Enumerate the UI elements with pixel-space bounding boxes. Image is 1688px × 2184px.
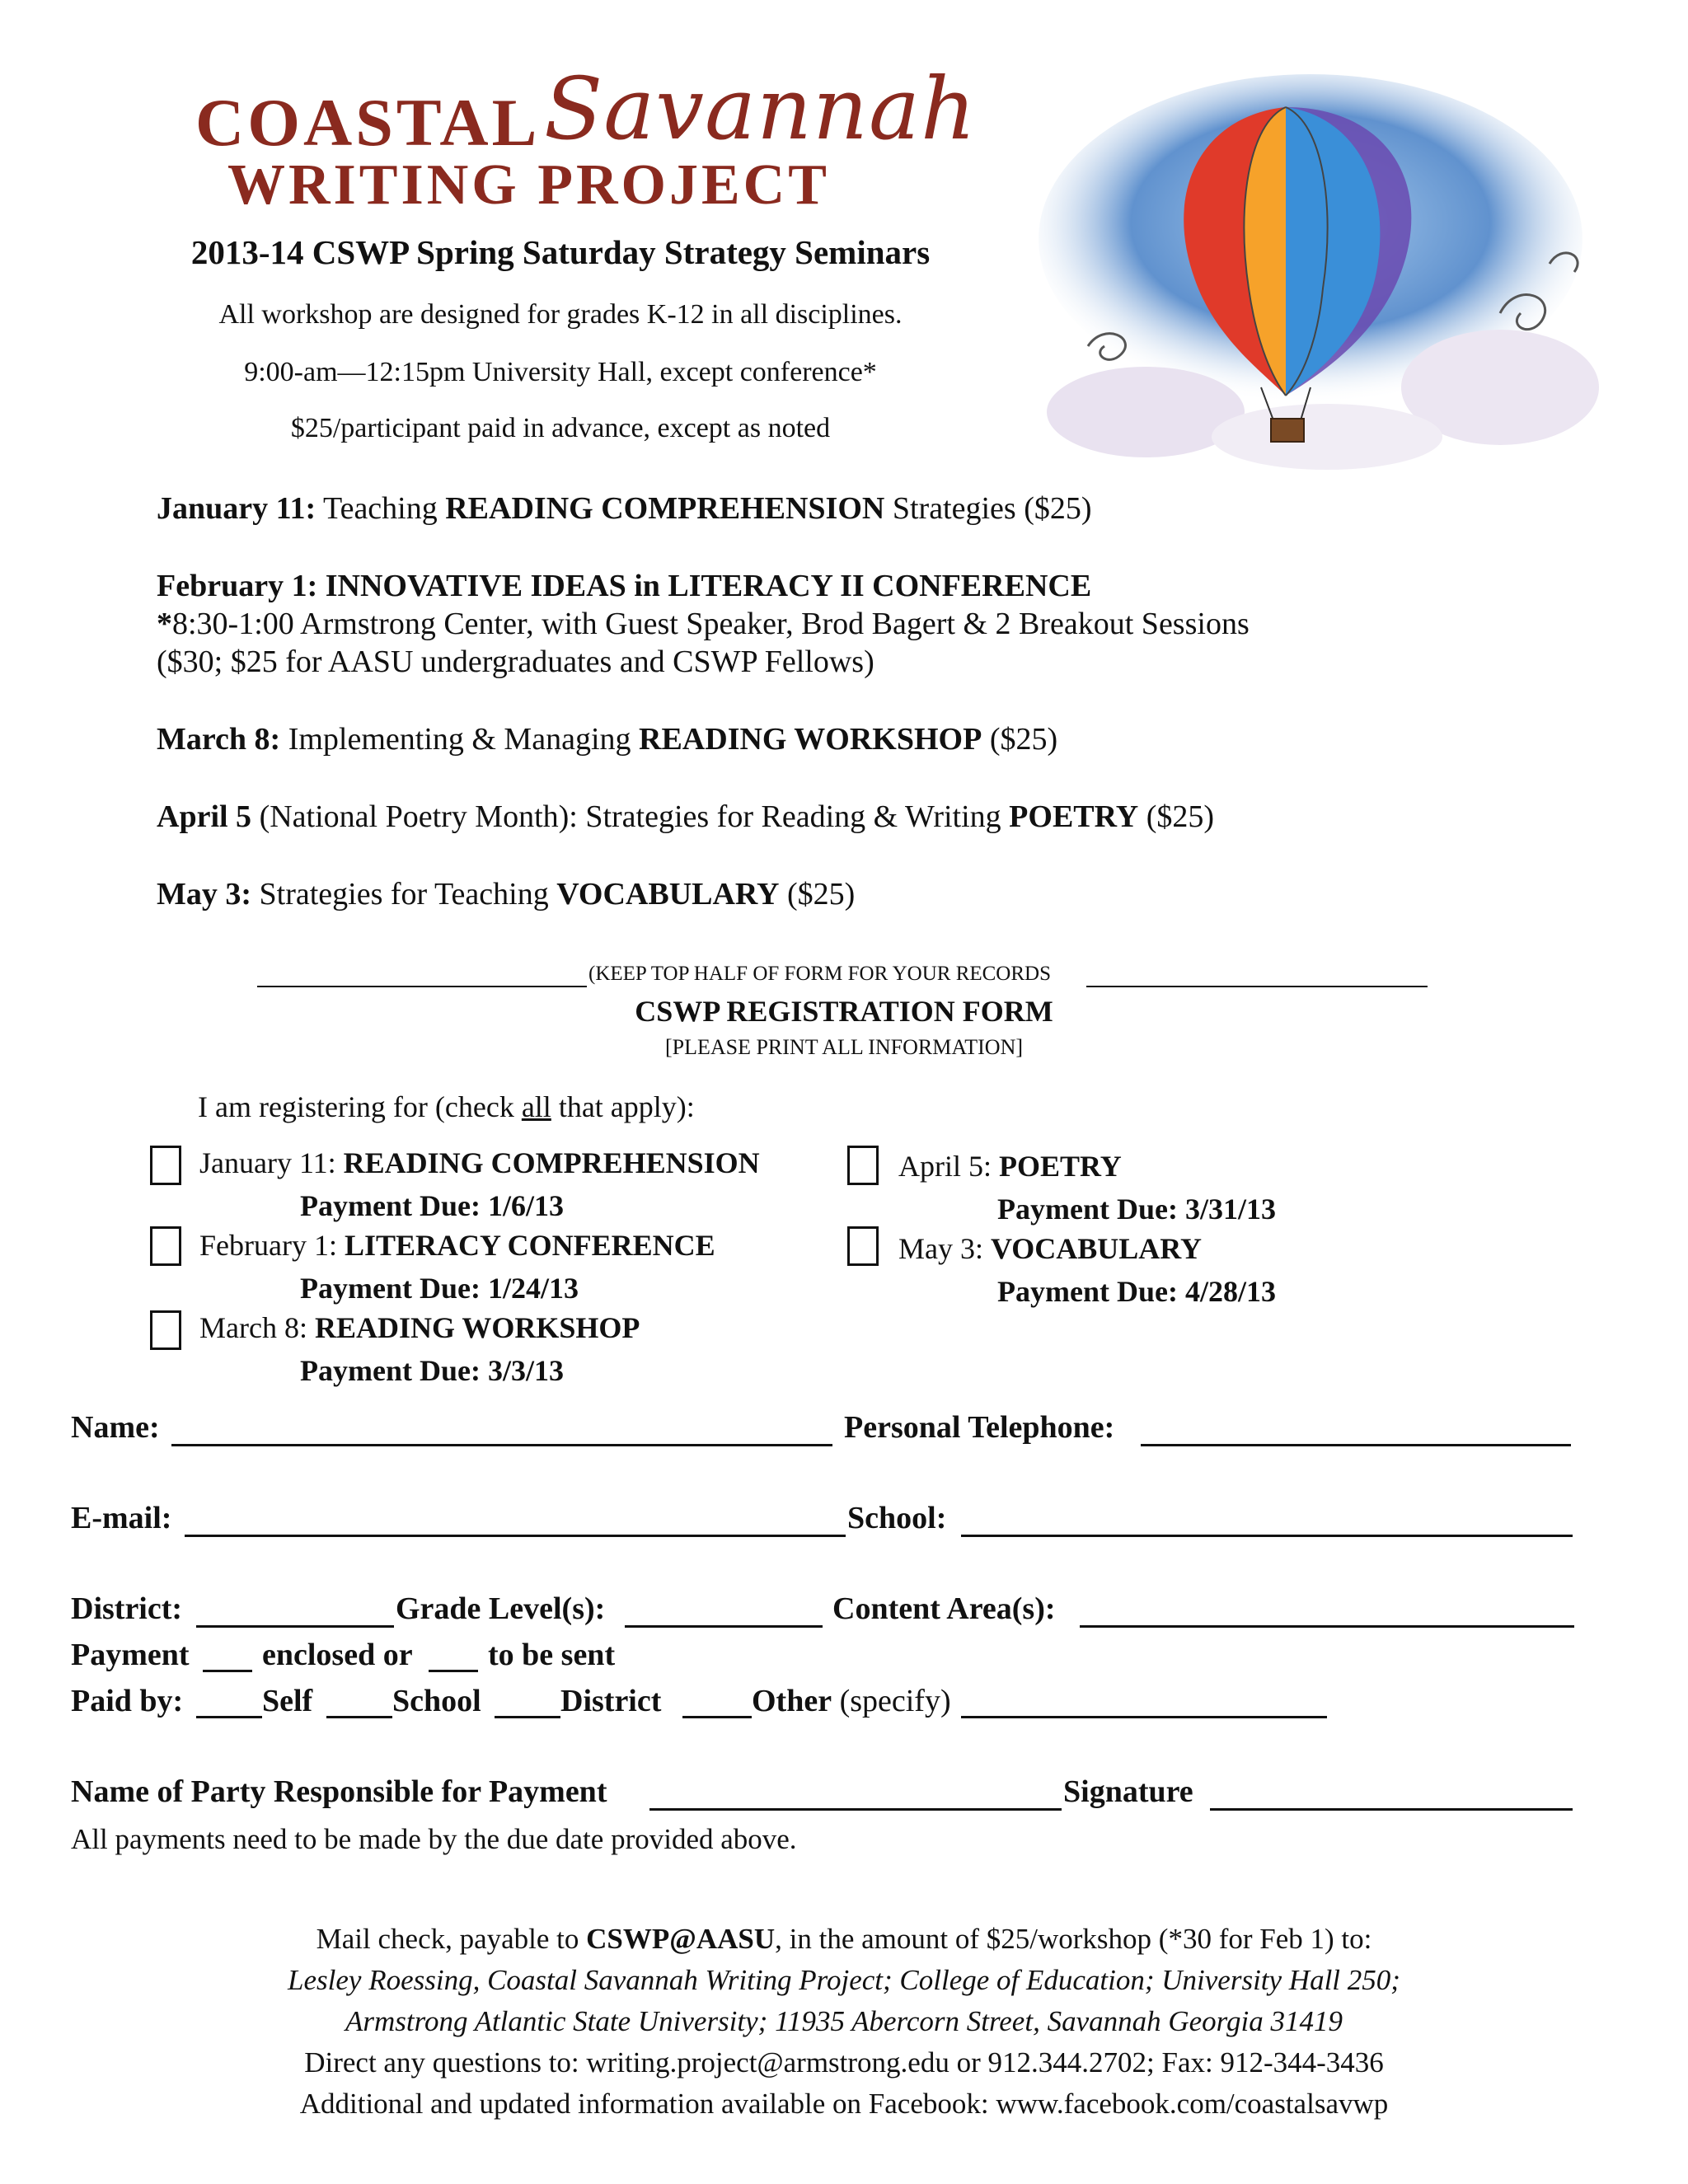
paid-by-district-blank[interactable] [495, 1716, 560, 1718]
signature-label: Signature [1063, 1774, 1193, 1809]
district-label: District: [71, 1591, 183, 1626]
email-label: E-mail: [71, 1501, 172, 1535]
paid-by-other-label: Other (specify) [752, 1684, 951, 1718]
responsible-party-field[interactable] [649, 1808, 1062, 1811]
logo-coastal: COASTAL [195, 85, 541, 160]
schedule-april: April 5 (National Poetry Month): Strategies for Reading & Writing POETRY ($25) [157, 799, 1214, 834]
name-field[interactable] [171, 1444, 832, 1446]
district-field[interactable] [196, 1625, 394, 1628]
logo-writing-project: WRITING PROJECT [227, 153, 830, 217]
footer-address-line-2: Armstrong Atlantic State University; 11935 Abercorn Street, Savannah Georgia 31419 [345, 2005, 1343, 2037]
checkbox-february[interactable] [150, 1226, 181, 1266]
paid-by-school-blank[interactable] [326, 1716, 392, 1718]
payment-enclosed-label: enclosed or [262, 1638, 413, 1672]
keep-top-half-note: (KEEP TOP HALF OF FORM FOR YOUR RECORDS [588, 963, 1051, 985]
registration-form-title: CSWP REGISTRATION FORM [635, 995, 1053, 1028]
paid-by-self-blank[interactable] [196, 1716, 262, 1718]
checkbox-march[interactable] [150, 1310, 181, 1350]
schedule-may: May 3: Strategies for Teaching VOCABULARY ($25) [157, 877, 856, 912]
grade-level-label: Grade Level(s): [396, 1591, 606, 1626]
footer-mail-instructions: Mail check, payable to CSWP@AASU, in the amount of $25/workshop (*30 for Feb 1) to: [316, 1923, 1372, 1955]
responsible-party-label: Name of Party Responsible for Payment [71, 1774, 607, 1809]
name-label: Name: [71, 1410, 160, 1445]
due-february: Payment Due: 1/24/13 [300, 1272, 579, 1305]
intro-line-2: 9:00-am—12:15pm University Hall, except conference* [244, 357, 877, 387]
cut-line-right [1086, 986, 1428, 987]
telephone-label: Personal Telephone: [844, 1410, 1115, 1445]
checkbox-january[interactable] [150, 1146, 181, 1185]
paid-by-other-specify-field[interactable] [961, 1716, 1327, 1718]
paid-by-other-blank[interactable] [682, 1716, 752, 1718]
paid-by-district-label: District [560, 1684, 662, 1718]
option-january: January 11: READING COMPREHENSION [199, 1146, 760, 1179]
registration-intro: I am registering for (check all that apply): [198, 1090, 695, 1123]
signature-field[interactable] [1210, 1808, 1573, 1811]
due-march: Payment Due: 3/3/13 [300, 1354, 564, 1387]
option-march: March 8: READING WORKSHOP [199, 1311, 640, 1344]
payment-to-be-sent-label: to be sent [488, 1638, 616, 1672]
due-may: Payment Due: 4/28/13 [997, 1275, 1276, 1308]
content-area-field[interactable] [1080, 1625, 1574, 1628]
page-title: 2013-14 CSWP Spring Saturday Strategy Seminars [190, 233, 931, 271]
footer-address-line-1: Lesley Roessing, Coastal Savannah Writing Project; College of Education; University Hall 250; [288, 1964, 1400, 1996]
payment-enclosed-blank[interactable] [203, 1670, 252, 1672]
payment-to-be-sent-blank[interactable] [429, 1670, 478, 1672]
option-may: May 3: VOCABULARY [898, 1232, 1203, 1265]
intro-line-1: All workshop are designed for grades K-12 in all disciplines. [218, 299, 903, 330]
schedule-february: February 1: INNOVATIVE IDEAS in LITERACY II CONFERENCE *8:30-1:00 Armstrong Center, with Guest Speaker, Brod Bagert & 2 Breakout Sessions ($30; $25 for AASU undergraduates and CSWP Fellows) [157, 569, 1250, 679]
footer-contact: Direct any questions to: writing.project@armstrong.edu or 912.344.2702; Fax: 912-344-3436 [304, 2046, 1384, 2079]
registration-form-subtitle: [PLEASE PRINT ALL INFORMATION] [664, 1035, 1024, 1059]
checkbox-may[interactable] [847, 1226, 879, 1266]
hot-air-balloon-illustration [1039, 74, 1599, 470]
cut-line-left [257, 986, 587, 987]
option-april: April 5: POETRY [898, 1150, 1122, 1183]
grade-level-field[interactable] [625, 1625, 823, 1628]
due-january: Payment Due: 1/6/13 [300, 1189, 564, 1222]
school-field[interactable] [961, 1535, 1573, 1537]
school-label: School: [847, 1501, 947, 1535]
schedule-march: March 8: Implementing & Managing READING WORKSHOP ($25) [157, 722, 1058, 757]
paid-by-label: Paid by: [71, 1684, 184, 1718]
checkbox-april[interactable] [847, 1146, 879, 1185]
paid-by-self-label: Self [262, 1684, 313, 1718]
payment-deadline-note: All payments need to be made by the due date provided above. [71, 1823, 797, 1855]
paid-by-school-label: School [392, 1684, 481, 1718]
due-april: Payment Due: 3/31/13 [997, 1193, 1276, 1226]
email-field[interactable] [185, 1535, 846, 1537]
payment-label: Payment [71, 1638, 190, 1672]
content-area-label: Content Area(s): [832, 1591, 1056, 1626]
intro-line-3: $25/participant paid in advance, except as noted [290, 413, 831, 443]
option-february: February 1: LITERACY CONFERENCE [199, 1229, 715, 1262]
schedule-january: January 11: Teaching READING COMPREHENSION Strategies ($25) [157, 491, 1092, 526]
footer-facebook: Additional and updated information available on Facebook: www.facebook.com/coastalsavwp [299, 2088, 1389, 2120]
logo-savannah: Savannah [544, 59, 977, 159]
telephone-field[interactable] [1141, 1444, 1571, 1446]
